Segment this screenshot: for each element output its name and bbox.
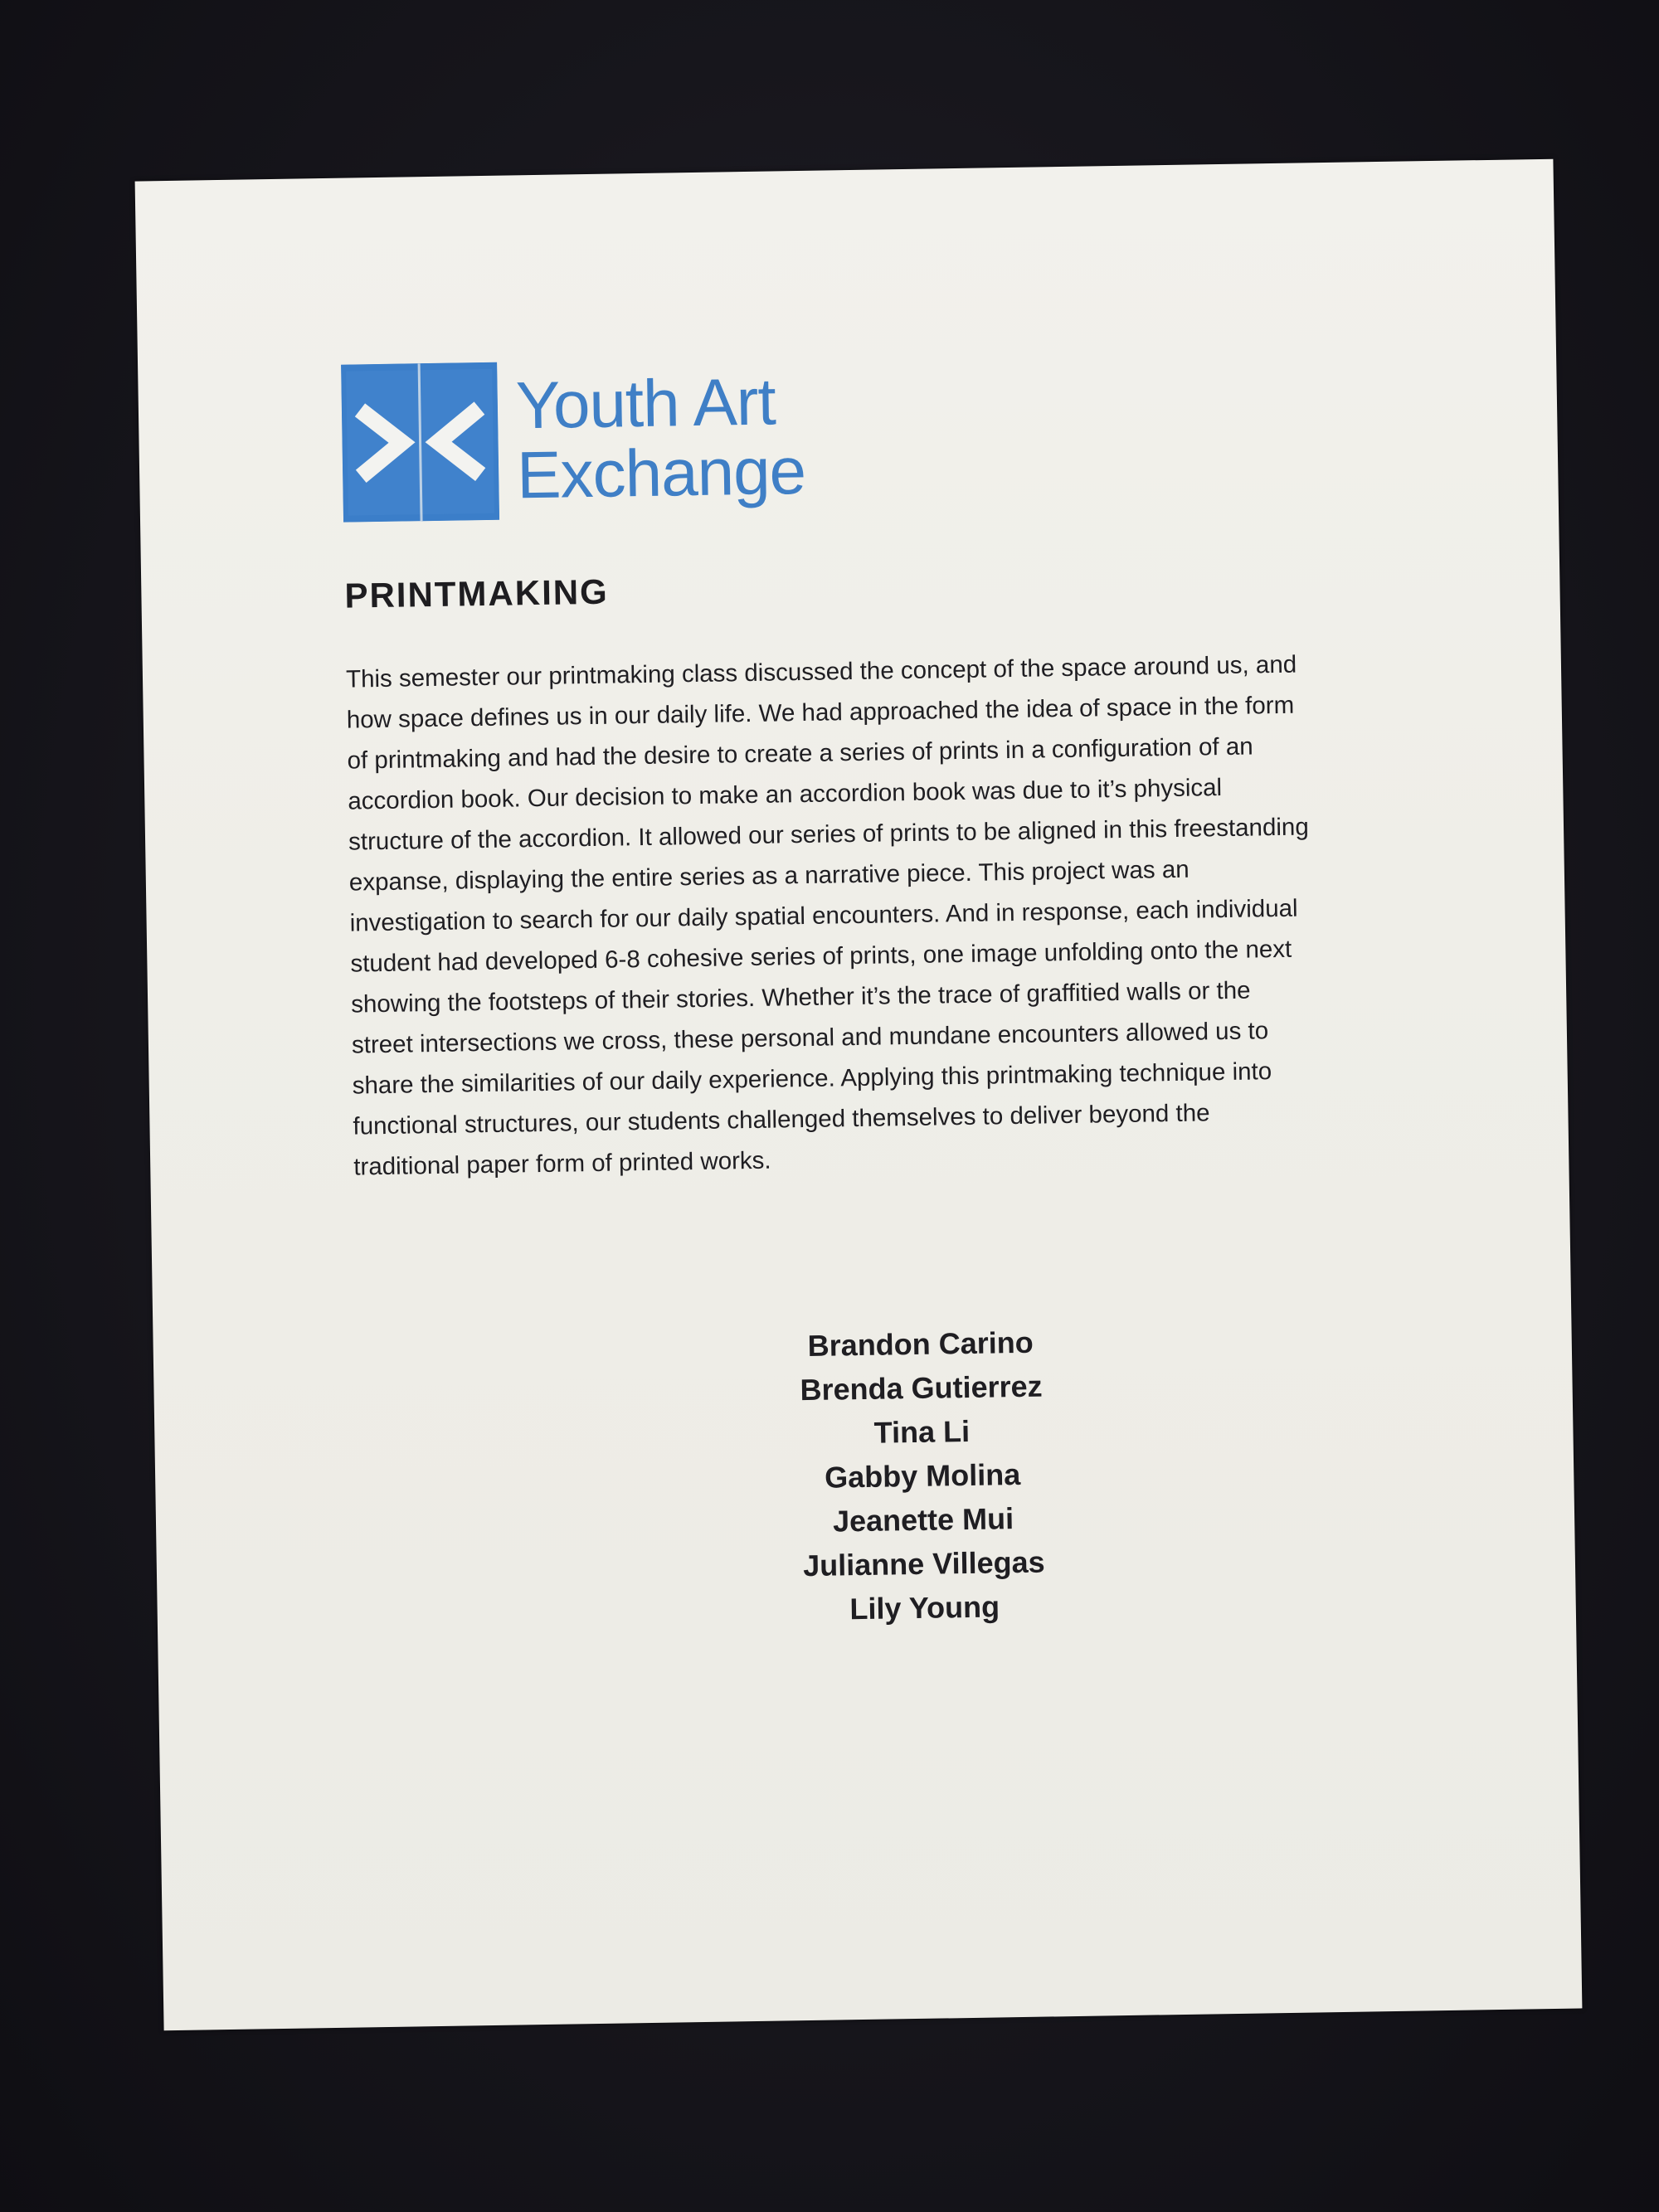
student-name: Julianne Villegas <box>802 1544 1045 1583</box>
printed-sheet <box>135 159 1583 2031</box>
logo-line-2: Exchange <box>516 433 806 513</box>
description-paragraph: This semester our printmaking class discussed the concept of the space around us, and how space defines us in our daily life. We had approached the idea of space in the form of printmaking and had the desire to create a series of prints in a configuration of an accordion book. Our decision to make an accordion book was due to it’s physical structure of the accordion. It allowed our series of prints to be aligned in this freestanding expanse, displaying the entire series as a narrative piece. This project was an investigation to search for our daily spatial encounters. And in response, each individual student had developed 6-8 cohesive series of prints, one image unfolding onto the next showing the footsteps of their stories. Whether it’s the trace of graffitied walls or the street intersections we cross, these personal and mundane encounters allowed us to share the similarities of our daily experience. Applying this printmaking technique into functional structures, our students challenged themselves to deliver beyond the traditional paper form of printed works. <box>345 650 1309 1181</box>
student-name: Brenda Gutierrez <box>800 1369 1043 1407</box>
section-heading: PRINTMAKING <box>344 571 610 615</box>
logo-mark-icon <box>341 362 499 523</box>
youth-art-exchange-logo <box>341 357 806 523</box>
student-name: Brandon Carino <box>807 1325 1034 1363</box>
logo-wordmark <box>515 364 806 513</box>
student-name: Gabby Molina <box>824 1456 1021 1495</box>
student-name: Jeanette Mui <box>832 1501 1014 1539</box>
student-name: Tina Li <box>873 1413 971 1450</box>
student-name: Lily Young <box>849 1589 1000 1626</box>
student-names-list <box>153 1312 1576 1642</box>
logo-line-1: Youth Art <box>515 364 776 443</box>
